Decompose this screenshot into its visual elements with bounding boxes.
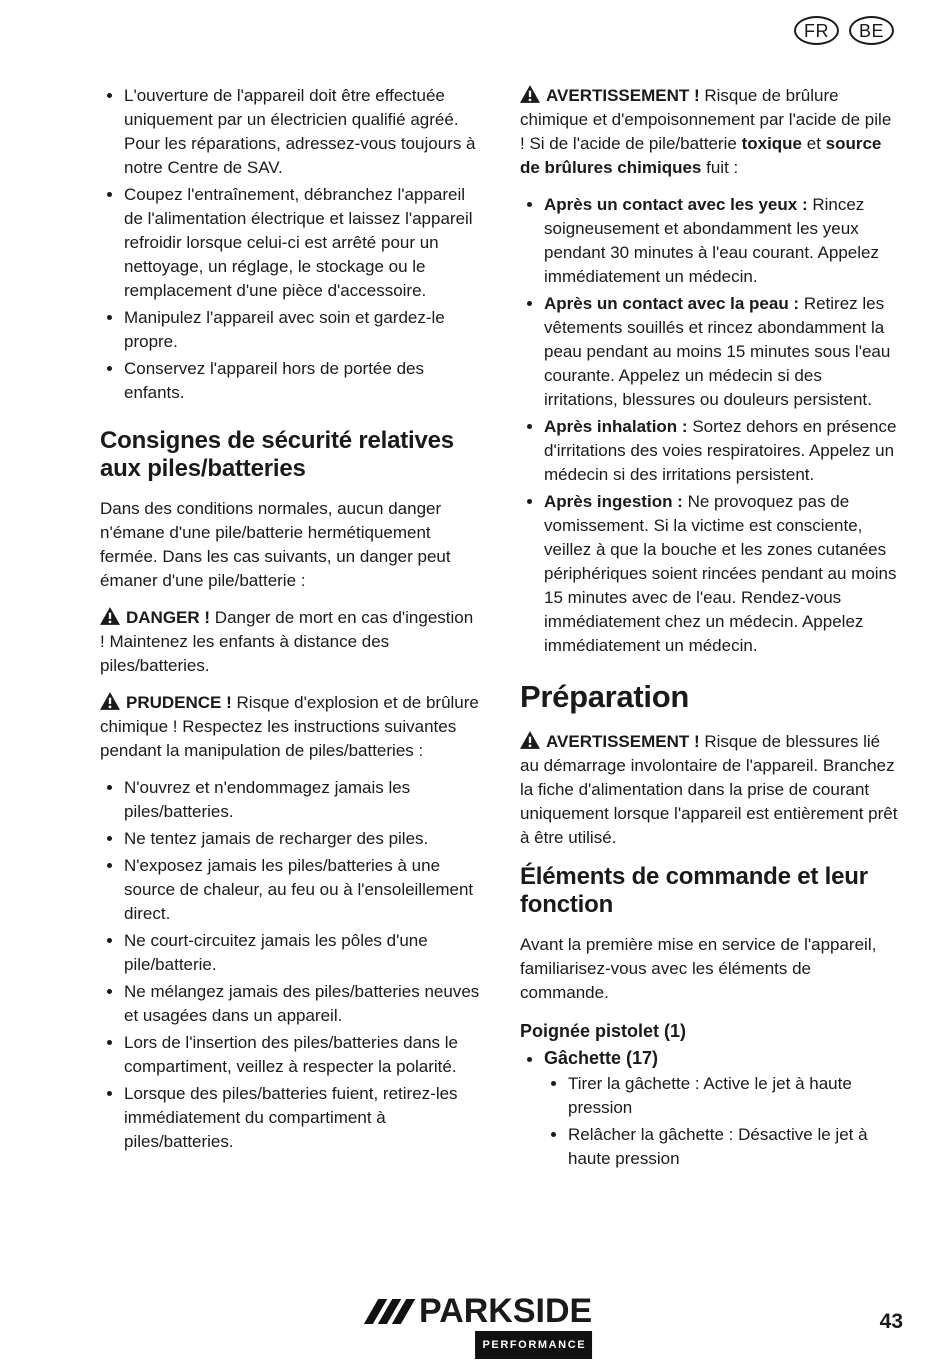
list-item-lead: Après un contact avec la peau : — [544, 294, 800, 313]
prudence-callout — [100, 691, 480, 763]
general-safety-list — [100, 84, 480, 405]
list-item: • Ne court-circuitez jamais les pôles d'une pile/batterie. — [124, 929, 480, 977]
list-item — [544, 415, 900, 487]
page-number: 43 — [879, 1310, 903, 1333]
list-item: • N'exposez jamais les piles/batteries à une source de chaleur, au feu ou à l'ensoleillement direct. — [124, 854, 480, 926]
batteries-intro-paragraph: Dans des conditions normales, aucun danger n'émane d'une pile/batterie hermétiquement fermée. Dans les cas suivants, un danger peut émaner d'une pile/batterie : — [100, 499, 451, 590]
subheading-poignee-pistolet: Poignée pistolet (1) — [520, 1021, 687, 1041]
list-item — [544, 193, 900, 289]
performance-badge: PERFORMANCE — [475, 1331, 592, 1359]
list-item: • Ne tentez jamais de recharger des piles. — [124, 827, 480, 851]
warning-triangle-icon — [100, 607, 120, 625]
trigger-sub-list — [544, 1072, 900, 1171]
trigger-list — [520, 1046, 900, 1171]
brand-name: PARKSIDE — [419, 1292, 593, 1330]
list-item-gachette — [544, 1046, 900, 1171]
section-heading-elements: Éléments de commande et leur fonction — [520, 863, 868, 918]
list-item-text: Retirez les vêtements souillés et rincez abondamment la peau pendant au moins 15 minutes sous l'eau courante. Appelez un médecin si des irritations, blessures ou douleurs persistent. — [544, 294, 891, 409]
list-item-text: Sortez dehors en présence d'irritations des voies respiratoires. Appelez un médecin si des irritations persistent. — [544, 417, 897, 484]
warning-triangle-icon — [520, 85, 540, 103]
list-item — [544, 292, 900, 412]
page-footer — [0, 1274, 950, 1364]
language-badges — [794, 16, 894, 45]
avertissement-label: AVERTISSEMENT ! — [546, 732, 700, 751]
list-item: • Coupez l'entraînement, débranchez l'appareil de l'alimentation électrique et laissez l'appareil refroidir lorsque celui-ci est arrêté pour un nettoyage, un réglage, le stockage ou le remplacement d'une pièce d'accessoire. — [124, 183, 480, 303]
startup-warning-callout — [520, 730, 900, 850]
warning-triangle-icon — [520, 731, 540, 749]
battery-safety-list — [100, 776, 480, 1154]
parkside-logo-row — [371, 1294, 592, 1328]
list-item: • Conservez l'appareil hors de portée des enfants. — [124, 357, 480, 405]
right-column — [520, 84, 900, 1174]
list-item-lead: Après un contact avec les yeux : — [544, 195, 808, 214]
list-item-text: Rincez soigneusement et abondamment les yeux pendant 30 minutes à l'eau courant. Appelez immédiatement un médecin. — [544, 195, 879, 286]
list-item: • Tirer la gâchette : Active le jet à haute pression — [568, 1072, 900, 1120]
list-item: • Relâcher la gâchette : Désactive le jet à haute pression — [568, 1123, 900, 1171]
parkside-logo — [371, 1294, 592, 1359]
list-item: • Manipulez l'appareil avec soin et gardez-le propre. — [124, 306, 480, 354]
avertissement-text: Risque de blessures lié au démarrage involontaire de l'appareil. Branchez la fiche d'alimentation dans la prise de courant uniquement lorsque l'appareil est entièrement prêt à être utilisé. — [520, 732, 898, 847]
list-item-lead: Après ingestion : — [544, 492, 683, 511]
avertissement-text: Risque de brûlure chimique et d'empoisonnement par l'acide de pile ! Si de l'acide de pile/batterie toxique et source de brûlures chimiques fuit : — [520, 86, 892, 177]
lang-badge-be: BE — [849, 16, 894, 45]
prudence-text: Risque d'explosion et de brûlure chimique ! Respectez les instructions suivantes pendant la manipulation de piles/batteries : — [100, 693, 479, 760]
list-item-text: Ne provoquez pas de vomissement. Si la victime est consciente, veillez à que la bouche et les zones cutanées périphériques soient rincées pendant au moins 15 minutes avec de l'eau. Rendez-vous immédiatement chez un médecin. Appelez immédiatement un médecin. — [544, 492, 897, 655]
list-item-lead: Après inhalation : — [544, 417, 688, 436]
left-column — [100, 84, 480, 1174]
list-item: • L'ouverture de l'appareil doit être effectuée uniquement par un électricien qualifié agréé. Pour les réparations, adressez-vous toujours à notre Centre de SAV. — [124, 84, 480, 180]
danger-callout — [100, 606, 480, 678]
list-item — [544, 490, 900, 658]
prudence-label: PRUDENCE ! — [126, 693, 232, 712]
warning-triangle-icon — [100, 692, 120, 710]
lang-badge-fr: FR — [794, 16, 839, 45]
danger-label: DANGER ! — [126, 608, 211, 627]
first-aid-list — [520, 193, 900, 658]
chapter-heading-preparation: Préparation — [520, 679, 689, 714]
section-heading-batteries: Consignes de sécurité relatives aux piles/batteries — [100, 427, 454, 482]
acid-warning-callout — [520, 84, 900, 180]
list-item: • Lorsque des piles/batteries fuient, retirez-les immédiatement du compartiment à piles/batteries. — [124, 1082, 480, 1154]
avertissement-label: AVERTISSEMENT ! — [546, 86, 700, 105]
list-item: • Ne mélangez jamais des piles/batteries neuves et usagées dans un appareil. — [124, 980, 480, 1028]
danger-text: Danger de mort en cas d'ingestion ! Maintenez les enfants à distance des piles/batteries. — [100, 608, 474, 675]
triple-slash-icon — [371, 1299, 408, 1324]
list-item: • N'ouvrez et n'endommagez jamais les piles/batteries. — [124, 776, 480, 824]
list-item: • Lors de l'insertion des piles/batteries dans le compartiment, veillez à respecter la polarité. — [124, 1031, 480, 1079]
gachette-label: Gâchette (17) — [544, 1048, 659, 1068]
elements-intro-paragraph: Avant la première mise en service de l'appareil, familiarisez-vous avec les éléments de commande. — [520, 935, 877, 1002]
